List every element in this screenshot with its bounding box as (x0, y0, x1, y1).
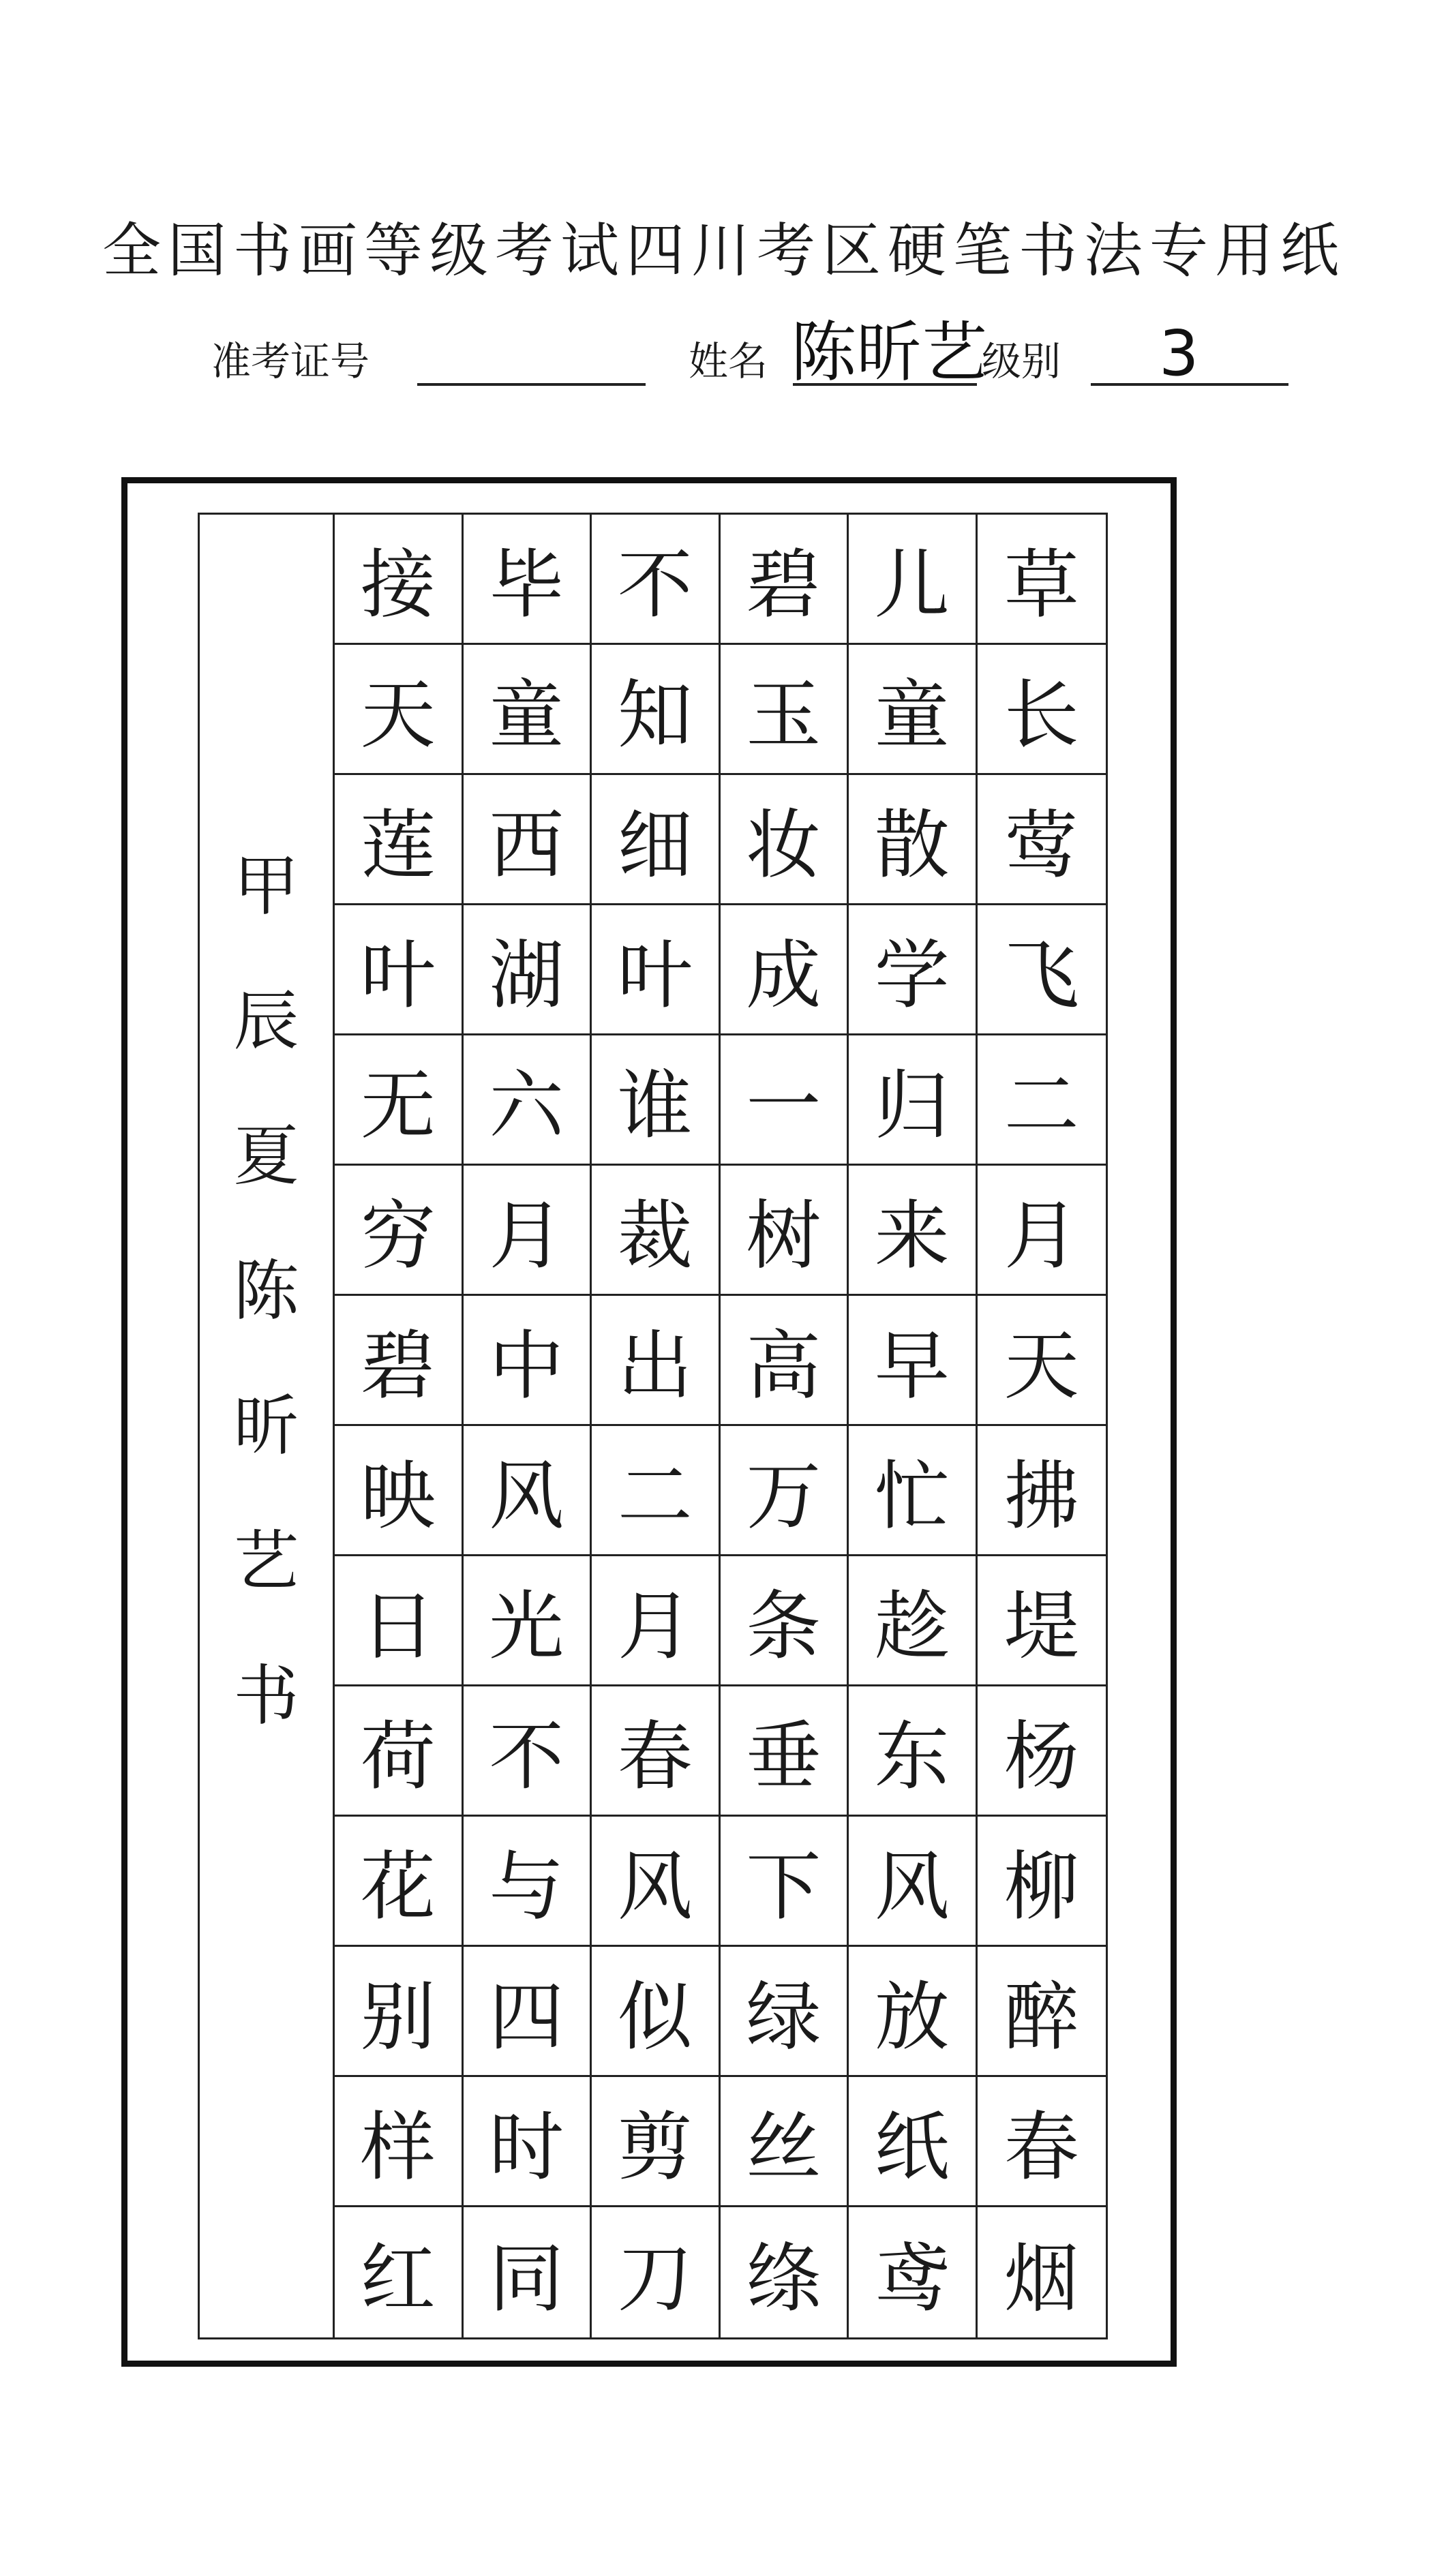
name-label: 姓名 (689, 338, 768, 384)
poem-char-cell: 六 (464, 1035, 592, 1166)
poem-char-cell: 荷 (335, 1686, 464, 1817)
poem-char-cell: 一 (721, 1035, 849, 1166)
poem-char-cell: 二 (978, 1035, 1106, 1166)
poem-char-cell: 细 (592, 775, 721, 905)
writing-grid (198, 513, 1108, 2339)
poem-char-cell: 风 (592, 1817, 721, 1947)
poem-char-cell: 长 (978, 645, 1106, 775)
poem-char-cell: 似 (592, 1947, 721, 2077)
poem-char-cell: 拂 (978, 1426, 1106, 1556)
poem-char-cell: 绦 (721, 2207, 849, 2337)
poem-char-cell: 与 (464, 1817, 592, 1947)
poem-char-cell: 穷 (335, 1166, 464, 1296)
level-label: 级别 (982, 338, 1061, 384)
poem-char-cell: 出 (592, 1296, 721, 1426)
poem-char-cell: 四 (464, 1947, 592, 2077)
signature-char: 昕 (233, 1388, 299, 1464)
poem-char-cell: 童 (849, 645, 978, 775)
poem-char-cell: 毕 (464, 515, 592, 645)
poem-char-cell: 烟 (1004, 2234, 1079, 2322)
poem-char-cell: 西 (464, 775, 592, 905)
poem-char-cell: 高 (721, 1296, 849, 1426)
poem-char-cell: 飞 (978, 905, 1106, 1035)
poem-char-cell: 二 (592, 1426, 721, 1556)
poem-char-cell: 不 (592, 515, 721, 645)
poem-char-cell: 不 (464, 1686, 592, 1817)
poem-char-cell: 莺 (978, 775, 1106, 905)
poem-char-cell: 光 (464, 1556, 592, 1686)
poem-char-cell: 花 (335, 1817, 464, 1947)
poem-char-cell: 碧 (335, 1296, 464, 1426)
level-value: 3 (1159, 317, 1199, 390)
poem-char-cell: 红 (335, 2207, 464, 2337)
poem-char-cell: 剪 (592, 2077, 721, 2207)
exam-number-line (417, 383, 646, 386)
poem-char-cell: 玉 (721, 645, 849, 775)
poem-char-cell: 醉 (978, 1947, 1106, 2077)
poem-char-cell: 谁 (592, 1035, 721, 1166)
poem-char-cell: 碧 (721, 515, 849, 645)
poem-char-cell: 放 (849, 1947, 978, 2077)
poem-char-cell: 无 (335, 1035, 464, 1166)
poem-char-cell: 早 (849, 1296, 978, 1426)
poem-char-cell: 天 (978, 1296, 1106, 1426)
poem-char-cell: 绿 (721, 1947, 849, 2077)
poem-char-cell: 散 (849, 775, 978, 905)
poem-char-cell: 学 (849, 905, 978, 1035)
poem-char-cell: 妆 (721, 775, 849, 905)
signature-column (200, 515, 335, 2337)
page-title: 全国书画等级考试四川考区硬笔书法专用纸 (102, 217, 1346, 285)
poem-char-cell: 东 (849, 1686, 978, 1817)
poem-char-cell: 下 (721, 1817, 849, 1947)
poem-char-cell: 知 (592, 645, 721, 775)
poem-char-cell: 接 (335, 515, 464, 645)
poem-char-cell: 纸 (849, 2077, 978, 2207)
poem-char-cell: 映 (335, 1426, 464, 1556)
poem-char-cell: 天 (335, 645, 464, 775)
poem-char-cell: 同 (464, 2207, 592, 2337)
name-value: 陈昕艺 (791, 314, 987, 391)
poem-char-cell: 树 (721, 1166, 849, 1296)
poem-char-cell: 月 (464, 1166, 592, 1296)
poem-char-cell: 月 (978, 1166, 1106, 1296)
poem-char-cell: 莲 (335, 775, 464, 905)
signature-char: 书 (233, 1658, 299, 1734)
poem-char-cell: 童 (464, 645, 592, 775)
poem-char-cell: 垂 (721, 1686, 849, 1817)
poem-char-cell: 丝 (721, 2077, 849, 2207)
poem-char-cell: 成 (721, 905, 849, 1035)
exam-number-label: 准考证号 (211, 338, 370, 384)
poem-char-cell: 风 (849, 1817, 978, 1947)
poem-char-cell: 裁 (592, 1166, 721, 1296)
poem-char-cell: 趁 (849, 1556, 978, 1686)
poem-char-cell: 春 (978, 2077, 1106, 2207)
poem-char-cell: 鸢 (849, 2207, 978, 2337)
poem-char-cell: 儿 (849, 515, 978, 645)
poem-char-cell: 春 (592, 1686, 721, 1817)
poem-char-cell: 来 (849, 1166, 978, 1296)
poem-char-cell: 样 (335, 2077, 464, 2207)
poem-char-cell: 杨 (978, 1686, 1106, 1817)
poem-char-cell: 月 (592, 1556, 721, 1686)
poem-char-cell: 时 (464, 2077, 592, 2207)
poem-char-cell: 万 (721, 1426, 849, 1556)
poem-char-cell: 别 (335, 1947, 464, 2077)
signature-char: 陈 (233, 1253, 299, 1329)
poem-char-cell: 条 (721, 1556, 849, 1686)
poem-char-cell: 归 (849, 1035, 978, 1166)
poem-char-cell: 叶 (335, 905, 464, 1035)
poem-char-cell: 忙 (849, 1426, 978, 1556)
poem-char-cell: 风 (464, 1426, 592, 1556)
poem-char-cell: 草 (978, 515, 1106, 645)
poem-char-cell: 叶 (592, 905, 721, 1035)
poem-char-cell: 刀 (592, 2207, 721, 2337)
signature-char: 夏 (233, 1118, 299, 1194)
signature-char: 甲 (233, 848, 299, 924)
candidate-info-row (0, 314, 1448, 395)
poem-char-cell: 中 (464, 1296, 592, 1426)
poem-char-cell: 湖 (464, 905, 592, 1035)
poem-char-cell: 日 (335, 1556, 464, 1686)
signature-char: 艺 (233, 1523, 299, 1599)
poem-grid (335, 515, 1106, 2337)
poem-char-cell: 堤 (978, 1556, 1106, 1686)
signature-char: 辰 (233, 983, 299, 1059)
poem-char-cell: 柳 (978, 1817, 1106, 1947)
